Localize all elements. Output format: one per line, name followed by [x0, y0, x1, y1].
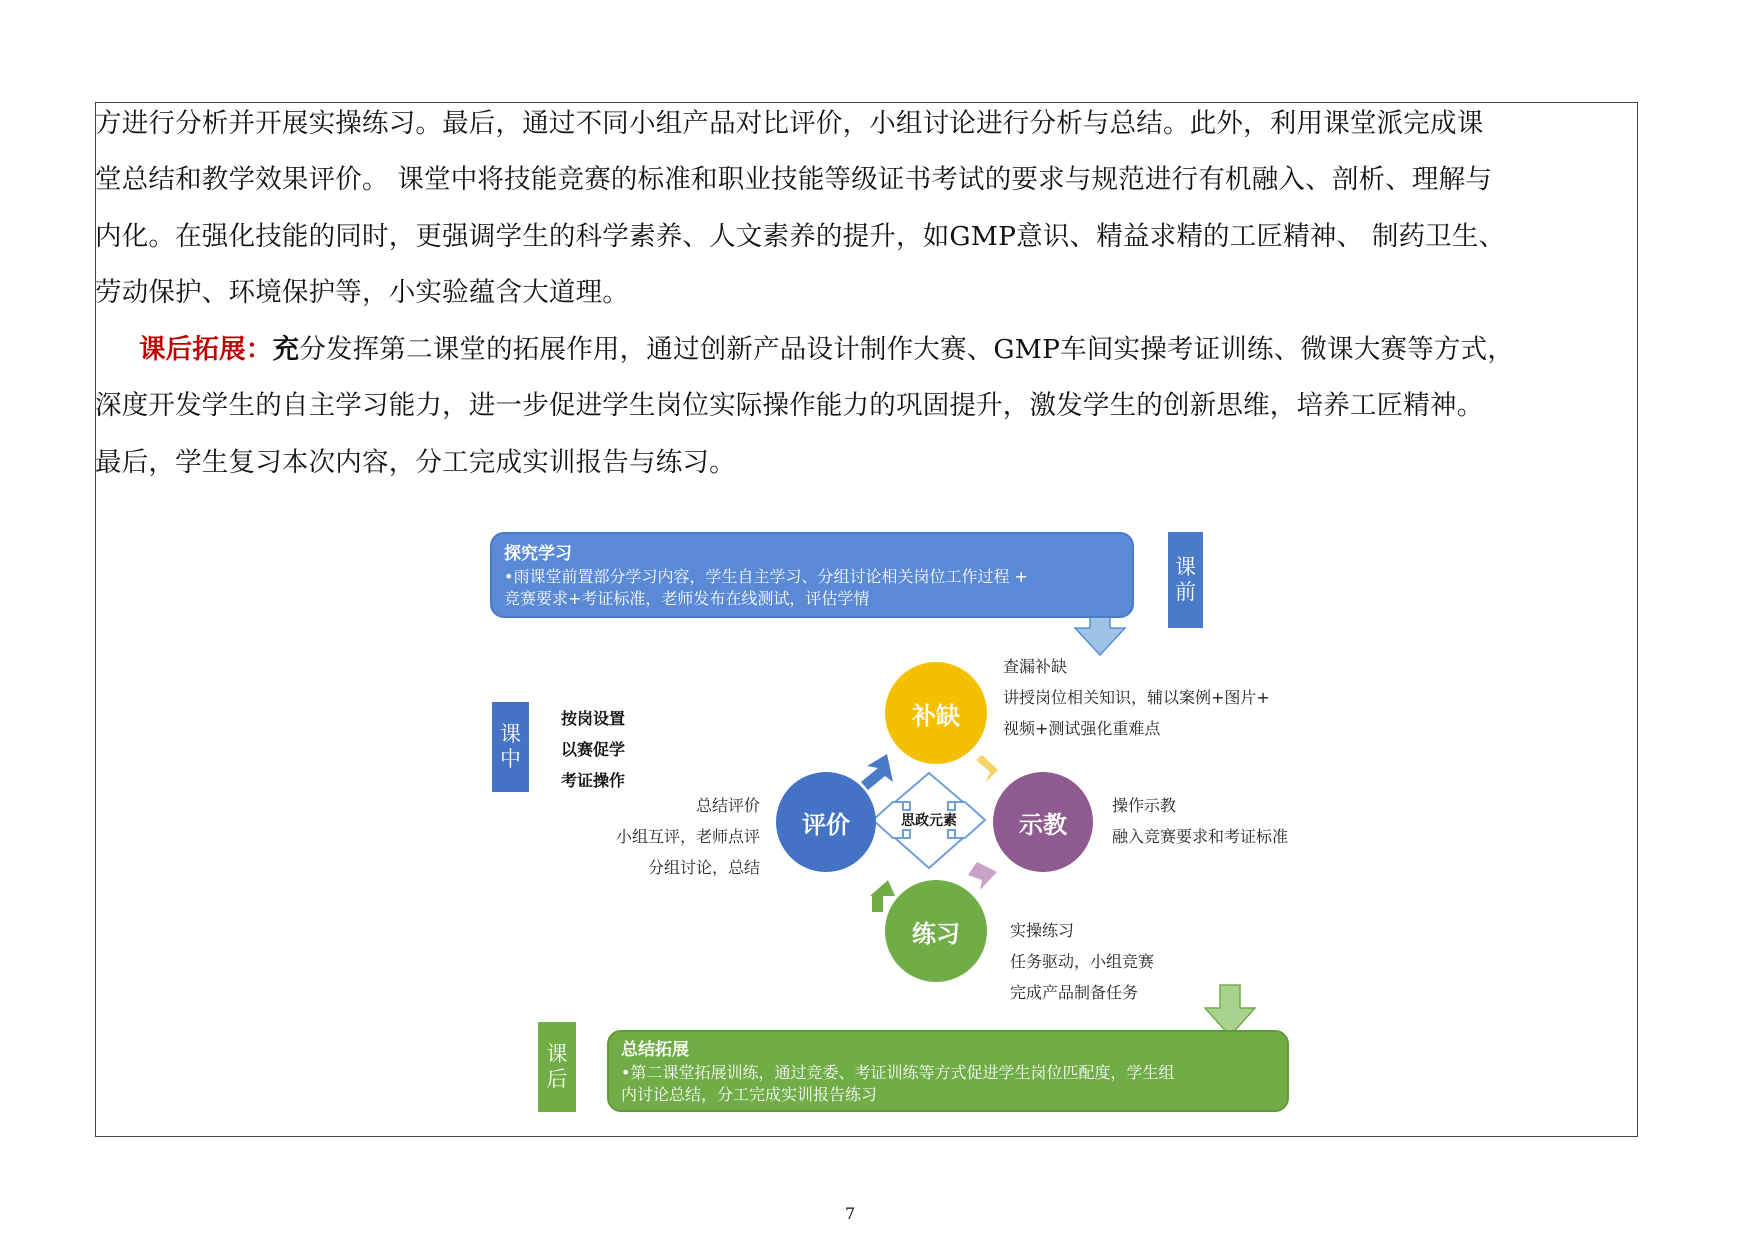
notes-evaluate: [580, 790, 760, 883]
after-first-char: 充: [272, 334, 300, 365]
center-label: 思政元素: [901, 813, 957, 829]
phase-post-char-1: 课: [546, 1042, 568, 1066]
note-bottom-1: 实操练习: [1010, 921, 1075, 940]
note-top-1: 查漏补缺: [1003, 657, 1068, 676]
note-left-2: 小组互评，老师点评: [615, 827, 760, 846]
phase-pre-char-1: 课: [1175, 555, 1196, 579]
pre-class-box: [490, 532, 1134, 618]
page-number: 7: [845, 1204, 856, 1223]
paragraph-line-4: 劳动保护、环境保护等，小实验蕴含大道理。: [95, 277, 629, 308]
after-class-text: 分发挥第二课堂的拓展作用，通过创新产品设计制作大赛、GMP车间实操考证训练、微课大赛等方式，: [299, 334, 1515, 365]
post-box-body-1: •第二课堂拓展训练，通过竞委、考证训练等方式促进学生岗位匹配度，学生组: [621, 1063, 1175, 1082]
paragraph-line-2: 堂总结和教学效果评价。 课堂中将技能竞赛的标准和职业技能等级证书考试的要求与规范进行有机融入、剖析、理解与: [95, 164, 1493, 195]
post-box-body-2: 内讨论总结，分工完成实训报告练习: [621, 1085, 878, 1104]
note-right-2: 融入竞赛要求和考证标准: [1112, 827, 1289, 846]
pre-box-title: 探究学习: [504, 544, 572, 564]
phase-post-class: [538, 1022, 576, 1112]
note-left-3: 分组讨论，总结: [647, 858, 760, 877]
down-arrow-post: [1205, 985, 1255, 1036]
notes-practice: [1010, 915, 1154, 1008]
paragraph-line-6: 深度开发学生的自主学习能力，进一步促进学生岗位实际操作能力的巩固提升，激发学生的创新思维，培养工匠精神。: [95, 390, 1484, 421]
post-box-title: 总结拓展: [621, 1040, 689, 1060]
note-top-2: 讲授岗位相关知识，辅以案例+图片+: [1003, 688, 1270, 707]
phase-in-char-2: 中: [500, 747, 521, 771]
note-top-3: 视频+测试强化重难点: [1003, 719, 1161, 738]
notes-demo: [1112, 790, 1288, 852]
note-bottom-2: 任务驱动，小组竞赛: [1010, 952, 1155, 971]
pre-box-body-1: •雨课堂前置部分学习内容，学生自主学习、分组讨论相关岗位工作过程 +: [504, 567, 1028, 586]
in-point-1: 按岗设置: [561, 709, 626, 728]
in-class-points: [561, 703, 625, 796]
phase-pre-char-2: 前: [1175, 580, 1196, 604]
phase-in-class: [492, 702, 529, 792]
circle-practice: 练习: [885, 880, 987, 982]
paragraph-line-7: 最后，学生复习本次内容，分工完成实训报告与练习。: [95, 447, 736, 478]
paragraph-line-1: 方进行分析并开展实操练习。最后，通过不同小组产品对比评价，小组讨论进行分析与总结。此外，利用课堂派完成课: [95, 108, 1484, 139]
note-bottom-3: 完成产品制备任务: [1010, 983, 1139, 1002]
in-point-2: 以赛促学: [561, 740, 626, 759]
pre-box-body-2: 竞赛要求+考证标准，老师发布在线测试，评估学情: [504, 589, 870, 608]
circle-evaluate: 评价: [776, 772, 876, 872]
circle-fill-gap: 补缺: [885, 662, 987, 764]
note-left-1: 总结评价: [695, 796, 760, 815]
arrow-to-right: [976, 755, 998, 782]
notes-fill-gap: [1003, 651, 1270, 744]
arrow-to-bottom: [968, 862, 997, 890]
phase-pre-class: [1168, 532, 1203, 628]
post-class-box: [607, 1030, 1289, 1112]
arrow-to-top: [861, 754, 893, 790]
note-right-1: 操作示教: [1112, 796, 1177, 815]
phase-post-char-2: 后: [546, 1067, 568, 1091]
after-class-label: 课后拓展：: [139, 334, 273, 365]
in-point-3: 考证操作: [561, 771, 626, 790]
paragraph-line-3: 内化。在强化技能的同时，更强调学生的科学素养、人文素养的提升，如GMP意识、精益求精的工匠精神、 制药卫生、: [95, 221, 1506, 252]
circle-demo: 示教: [993, 772, 1093, 872]
phase-in-char-1: 课: [500, 722, 521, 746]
